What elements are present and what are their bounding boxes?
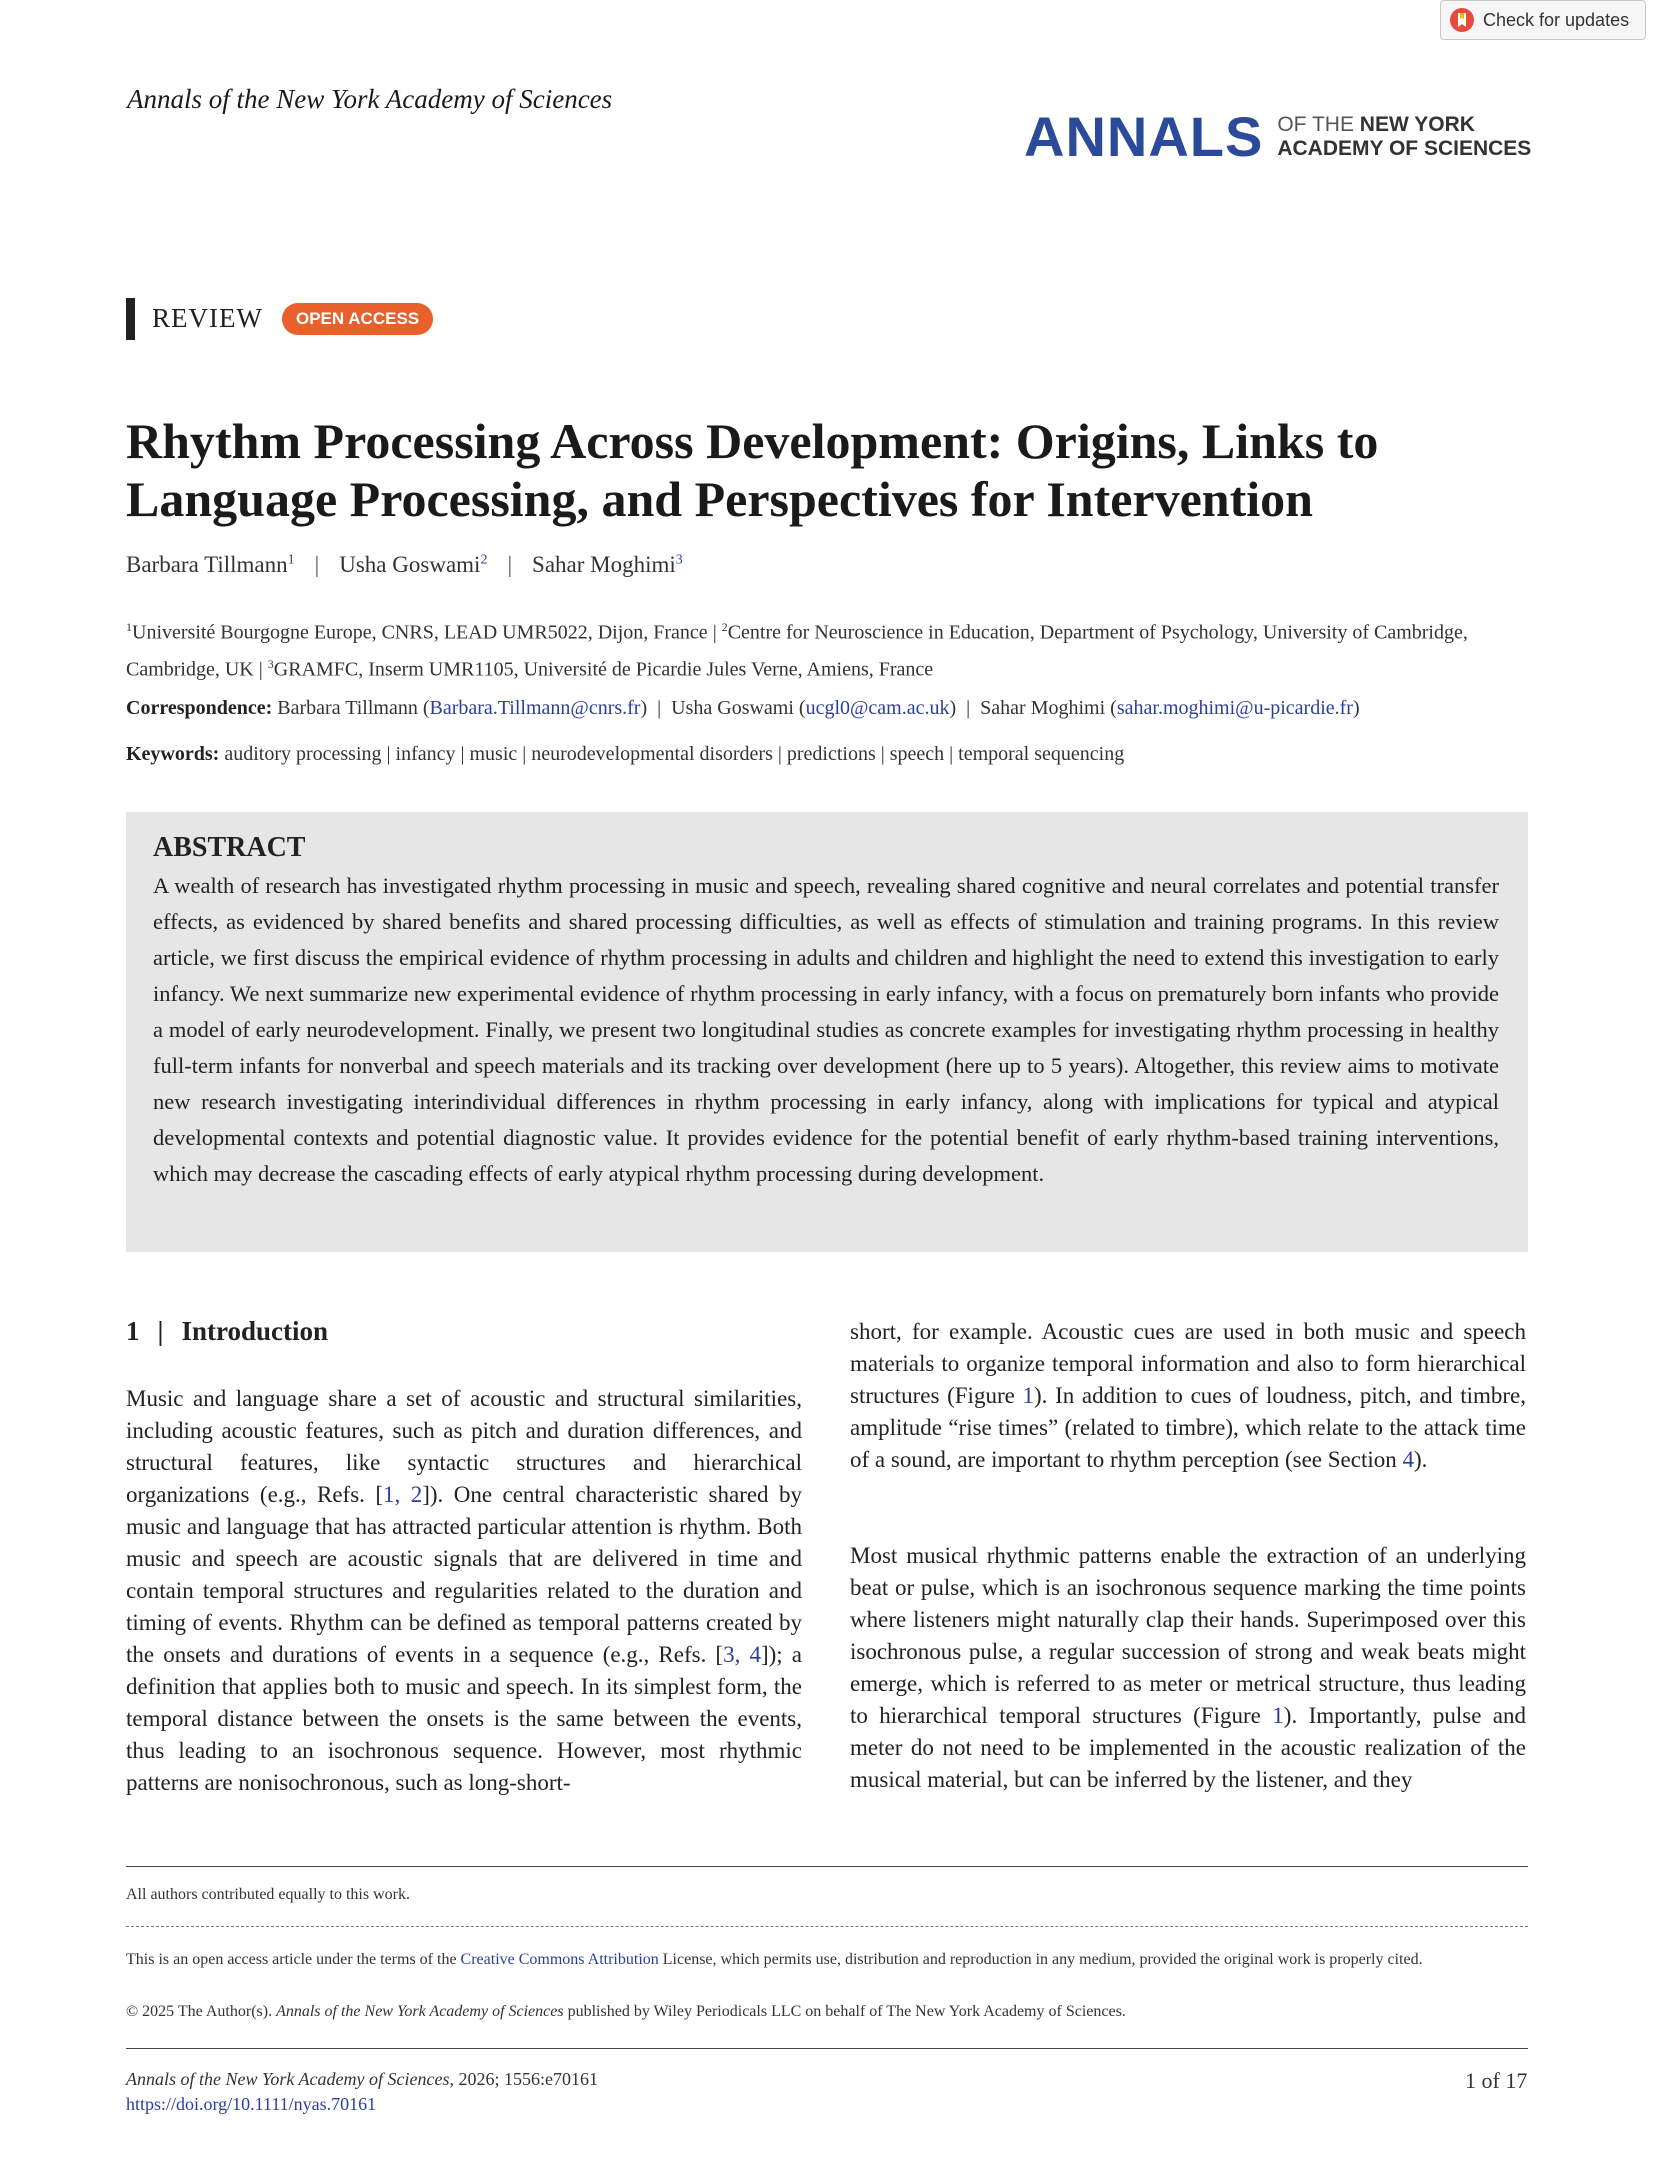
- affiliation-ref[interactable]: 1: [287, 552, 295, 568]
- author-separator: |: [507, 552, 513, 577]
- affiliation-2: Centre for Neuroscience in Education, Department of Psychology, University of Cambridge, Cambridge, UK: [126, 621, 1468, 681]
- license-text: This is an open access article under the terms of the Creative Commons Attribution License, which permits use, distribution and reproduction in any medium, provided the original work is properly cited.: [126, 1951, 1423, 1968]
- intro-paragraph-3: Most musical rhythmic patterns enable the extraction of an underlying beat or pulse, which is an isochronous sequence marking the time points where listeners might naturally clap their hands. Superimposed over this isochronous pulse, a regular succession of strong and weak beats might emerge, which is referred to as meter or metrical structure, thus leading to hierarchical temporal structures (Figure 1). Importantly, pulse and meter do not need to be implemented in the acoustic realization of the musical material, but can be inferred by the listener, and they: [850, 1543, 1527, 1792]
- keywords: [126, 743, 1536, 766]
- article-type-bar: [126, 298, 135, 340]
- affiliation-ref[interactable]: 3: [675, 552, 683, 568]
- section-heading-introduction: 1 | Introduction: [126, 1316, 328, 1346]
- intro-paragraph-1: Music and language share a set of acoustic and structural similarities, including acoustic features, such as pitch and duration differences, and structural features, like syntactic structures and hierarchical organizations (e.g., Refs. [1, 2]). One central characteristic shared by music and language that has attracted particular attention is rhythm. Both music and speech are acoustic signals that are delivered in time and contain temporal structures and regularities related to the duration and timing of events. Rhythm can be defined as temporal patterns created by the onsets and durations of events in a sequence (e.g., Refs. [3, 4]); a definition that applies both to music and speech. In its simplest form, the temporal distance between the onsets is the same between the events, thus leading to an isochronous sequence. However, most rhythmic patterns are nonisochronous, such as long-short-: [126, 1386, 803, 1795]
- email-link[interactable]: sahar.moghimi@u-picardie.fr: [1116, 697, 1353, 719]
- check-for-updates-label: Check for updates: [1483, 9, 1630, 30]
- license-divider: [126, 1926, 1528, 1927]
- author-name[interactable]: Sahar Moghimi: [532, 552, 676, 577]
- page-number: 1 of 17: [1465, 2068, 1528, 2093]
- bookmark-icon: [1449, 7, 1475, 33]
- reference-link[interactable]: 1, 2: [383, 1482, 423, 1507]
- abstract-text: A wealth of research has investigated rhythm processing in music and speech, revealing shared cognitive and neural correlates and potential transfer effects, as evidenced by shared benefits and shared processing difficulties, as well as effects of stimulation and training programs. In this review article, we first discuss the empirical evidence of rhythm processing in adults and children and highlight the need to extend this investigation to early infancy. We next summarize new experimental evidence of rhythm processing in early infancy, with a focus on prematurely born infants who provide a model of early neurodevelopment. Finally, we present two longitudinal studies as concrete examples for investigating rhythm processing in healthy full-term infants for nonverbal and speech materials and its tracking over development (here up to 5 years). Altogether, this review aims to motivate new research investigating interindividual differences in rhythm processing in early infancy, along with implications for typical and atypical developmental contexts and potential diagnostic value. It provides evidence for the potential benefit of early rhythm-based training interventions, which may decrease the cascading effects of early atypical rhythm processing during development.: [153, 873, 1499, 1186]
- author-name[interactable]: Barbara Tillmann: [126, 552, 288, 577]
- copyright-text: © 2025 The Author(s). Annals of the New York Academy of Sciences published by Wiley Periodicals LLC on behalf of The New York Academy of Sciences.: [126, 2003, 1126, 2020]
- affiliation-ref[interactable]: 2: [480, 552, 488, 568]
- correspondence-label: Correspondence:: [126, 697, 273, 719]
- citation-line: Annals of the New York Academy of Sciences, 2026; 1556:e70161: [126, 2069, 598, 2089]
- affiliations: $^1$Université Bourgogne Europe, CNRS, LEAD UMR5022, Dijon, France | $^2$Centre for Neuroscience in Education, Department of Psychology, University of Cambridge, Cambridge, UK | $^3$GRAMFC, Inserm UMR1105, Université de Picardie Jules Verne, Amiens, France: [126, 620, 1468, 681]
- footnote-divider: [126, 1866, 1528, 1867]
- logo-main-text: ANNALS: [1024, 105, 1264, 168]
- reference-link[interactable]: 3, 4: [723, 1642, 761, 1667]
- figure-link[interactable]: 1: [1272, 1703, 1284, 1728]
- correspondence: Correspondence: Barbara Tillmann (Barbara.Tillmann@cnrs.fr) | Usha Goswami (ucgl0@cam.ac.uk) | Sahar Moghimi (sahar.moghimi@u-picardie.fr): [126, 697, 1360, 719]
- logo-sub-text: OF THE NEW YORK ACADEMY OF SCIENCES: [1277, 113, 1532, 160]
- journal-logo: [1024, 105, 1532, 168]
- email-link[interactable]: ucgl0@cam.ac.uk: [805, 697, 950, 719]
- section-link[interactable]: 4: [1402, 1447, 1414, 1472]
- author-separator: |: [314, 552, 320, 577]
- footer-divider: [126, 2048, 1528, 2049]
- affiliation-3: GRAMFC, Inserm UMR1105, Université de Picardie Jules Verne, Amiens, France: [273, 658, 934, 681]
- article-title: Rhythm Processing Across Development: Origins, Links to Language Processing, and Perspectives for Intervention: [126, 413, 1379, 527]
- email-link[interactable]: Barbara.Tillmann@cnrs.fr: [429, 697, 641, 719]
- keywords-label: Keywords:: [126, 743, 220, 765]
- author-list: [126, 552, 683, 578]
- abstract-heading: ABSTRACT: [153, 832, 306, 863]
- check-for-updates-button[interactable]: [1440, 0, 1646, 40]
- journal-header: Annals of the New York Academy of Sciences: [127, 84, 613, 114]
- author-contribution-footnote: All authors contributed equally to this work.: [126, 1886, 410, 1903]
- open-access-badge: OPEN ACCESS: [282, 303, 433, 335]
- doi-link[interactable]: https://doi.org/10.1111/nyas.70161: [126, 2094, 377, 2114]
- intro-paragraph-2: short, for example. Acoustic cues are used in both music and speech materials to organize temporal information and also to form hierarchical structures (Figure 1). In addition to cues of loudness, pitch, and timbre, amplitude “rise times” (related to timbre), which relate to the attack time of a sound, are important to rhythm perception (see Section 4).: [850, 1319, 1526, 1472]
- figure-link[interactable]: 1: [1022, 1383, 1034, 1408]
- keywords-text: auditory processing | infancy | music | neurodevelopmental disorders | predictions | speech | temporal sequencing: [224, 743, 1125, 765]
- license-link[interactable]: Creative Commons Attribution: [460, 1951, 659, 1968]
- author-name[interactable]: Usha Goswami: [339, 552, 481, 577]
- affiliation-1: Université Bourgogne Europe, CNRS, LEAD UMR5022, Dijon, France: [132, 621, 708, 644]
- article-type-label: REVIEW: [152, 303, 263, 333]
